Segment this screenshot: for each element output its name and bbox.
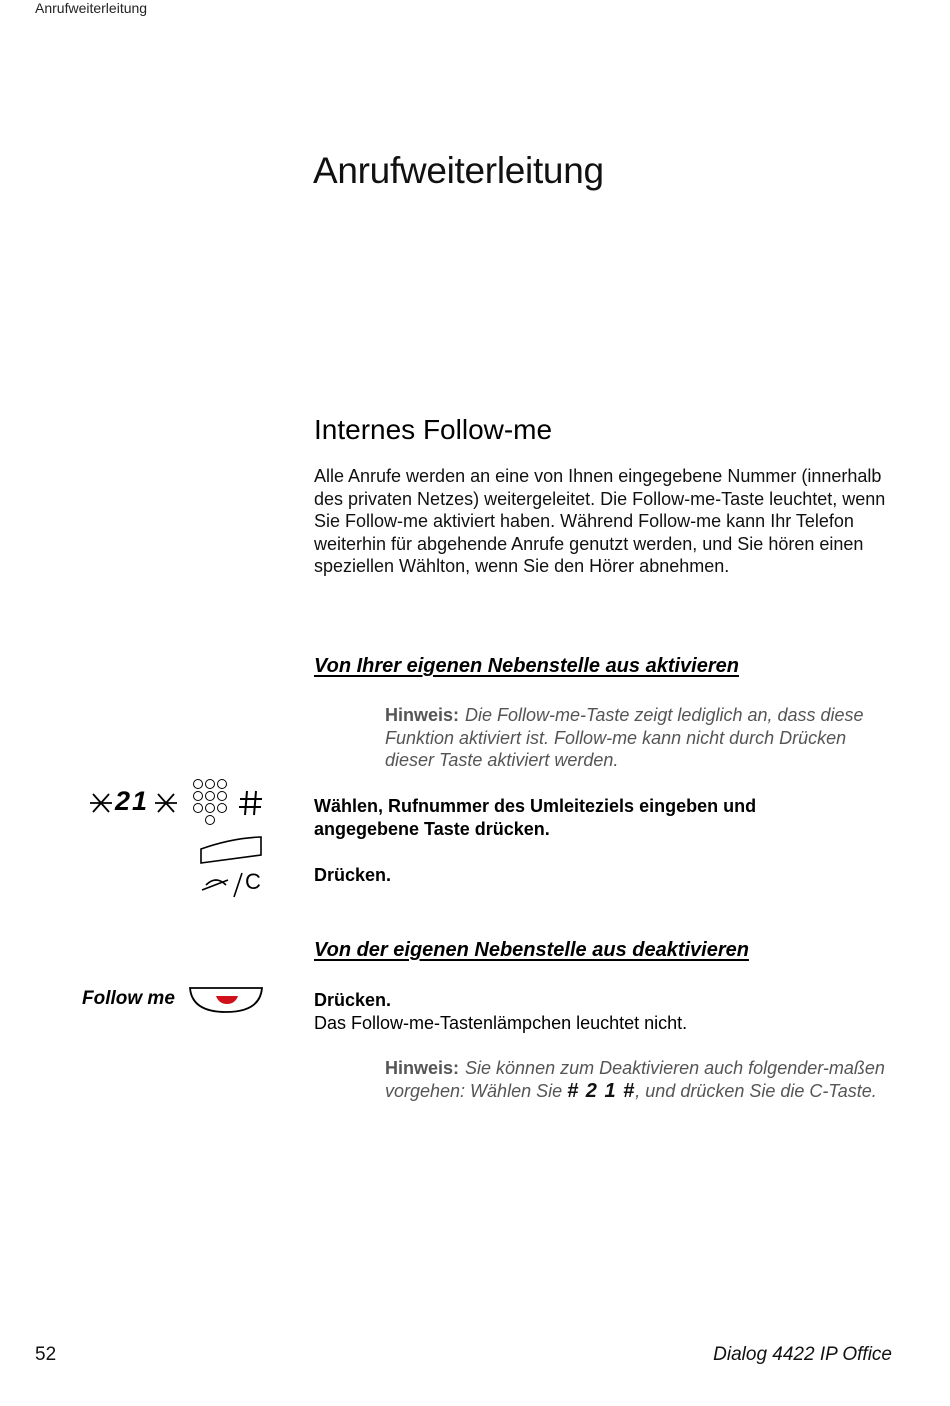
- note-label: Hinweis:: [385, 1058, 460, 1078]
- activate-note: [385, 704, 885, 772]
- follow-me-key-icon: [188, 985, 266, 1015]
- activate-title: Von Ihrer eigenen Nebenstelle aus aktivieren: [314, 655, 739, 677]
- section-title: Internes Follow-me: [314, 414, 553, 445]
- deactivate-step-1-text: Drücken.: [314, 990, 392, 1010]
- activate-step-2-text: Drücken.: [314, 865, 392, 885]
- keypad-icon: [190, 778, 230, 832]
- dial-code-digits: 21: [115, 786, 150, 816]
- c-key[interactable]: [198, 835, 268, 901]
- deactivate-title: Von der eigenen Nebenstelle aus deaktivieren: [314, 939, 749, 961]
- note-text: Die Follow-me-Taste zeigt lediglich an, dass diese Funktion aktiviert ist. Follow-me kann nicht durch Drücken dieser Taste aktiviert werden.: [385, 705, 864, 771]
- deactivate-note: [385, 1057, 885, 1102]
- deactivate-step-1: [314, 989, 687, 1034]
- note-label: Hinweis:: [385, 705, 460, 725]
- deactivate-step-1-detail: Das Follow-me-Tastenlämpchen leuchtet nicht.: [314, 1012, 688, 1033]
- activate-step-1-text: Wählen, Rufnummer des Umleiteziels eingeben und angegebene Taste drücken.: [314, 796, 757, 839]
- section-intro: Alle Anrufe werden an eine von Ihnen eingegebene Nummer (innerhalb des privaten Netzes) weitergeleitet. Die Follow-me-Taste leuchtet, wenn Sie Follow-me aktiviert haben. Während Follow-me kann Ihr Telefon weiterhin für abgehende Anrufe genutzt werden, und Sie hören einen speziellen Wählton, wenn Sie den Hörer abnehmen.: [314, 466, 886, 577]
- running-head: Anrufweiterleitung: [35, 0, 148, 16]
- dial-code-graphic: [88, 778, 268, 832]
- note-code: # 2 1 #: [567, 1079, 636, 1102]
- activate-step-1: [314, 795, 834, 840]
- note-text-a: Sie können zum Deaktivieren auch folgender-maßen vorgehen: Wählen Sie: [385, 1058, 885, 1101]
- page-number: 52: [35, 1344, 57, 1365]
- follow-me-label: Follow me: [82, 988, 175, 1009]
- c-key-label: C: [245, 869, 261, 894]
- chapter-title: Anrufweiterleitung: [313, 150, 604, 191]
- activate-step-2: [314, 864, 391, 887]
- product-name: Dialog 4422 IP Office: [713, 1344, 892, 1365]
- follow-me-button[interactable]: [188, 985, 266, 1015]
- note-text-b: , und drücken Sie die C-Taste.: [635, 1080, 877, 1101]
- hash-icon: [238, 788, 264, 818]
